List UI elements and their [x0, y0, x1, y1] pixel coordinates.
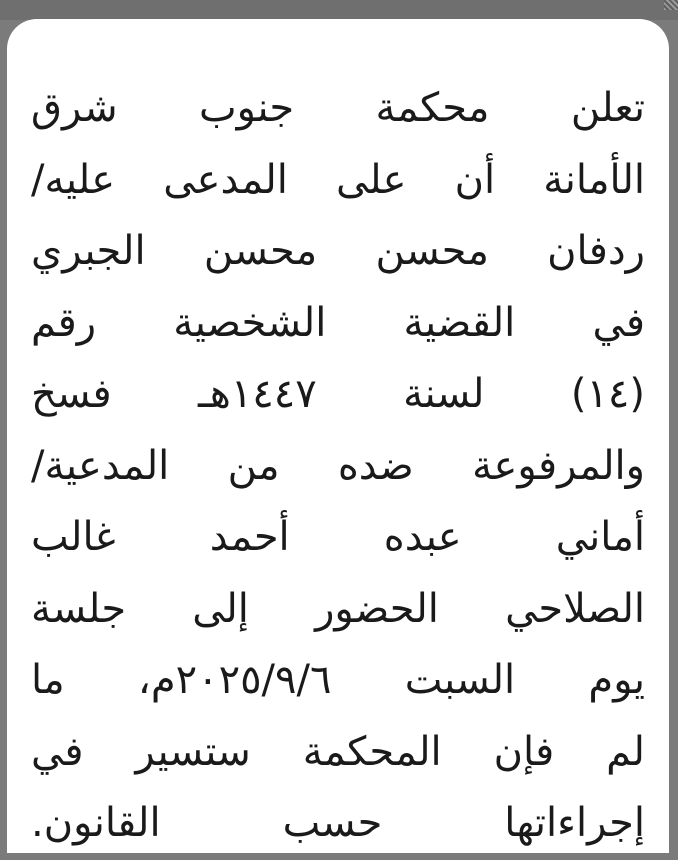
page-frame-top — [0, 0, 678, 20]
notice-line-11: إجراءاتها حسب القانون. — [31, 800, 645, 846]
notice-line-6: والمرفوعة ضده من المدعية/ — [31, 442, 645, 489]
scan-corner-mark — [664, 0, 678, 10]
notice-line-7: أماني عبده أحمد غالب — [31, 514, 645, 560]
notice-line-5: (١٤) لسنة ١٤٤٧هـ فسخ — [31, 371, 645, 417]
notice-line-10: لم فإن المحكمة ستسير في — [31, 728, 645, 775]
notice-card — [7, 19, 669, 853]
notice-line-4: في القضية الشخصية رقم — [31, 299, 645, 346]
notice-line-9: يوم السبت ٢٠٢٥/٩/٦م، ما — [31, 657, 645, 703]
notice-line-2: الأمانة أن على المدعى عليه/ — [31, 156, 645, 203]
notice-line-8: الصلاحي الحضور إلى جلسة — [31, 585, 645, 632]
notice-line-3: ردفان محسن محسن الجبري — [31, 228, 645, 274]
notice-line-1: تعلن محكمة جنوب شرق — [31, 85, 645, 131]
notice-body — [31, 73, 645, 860]
